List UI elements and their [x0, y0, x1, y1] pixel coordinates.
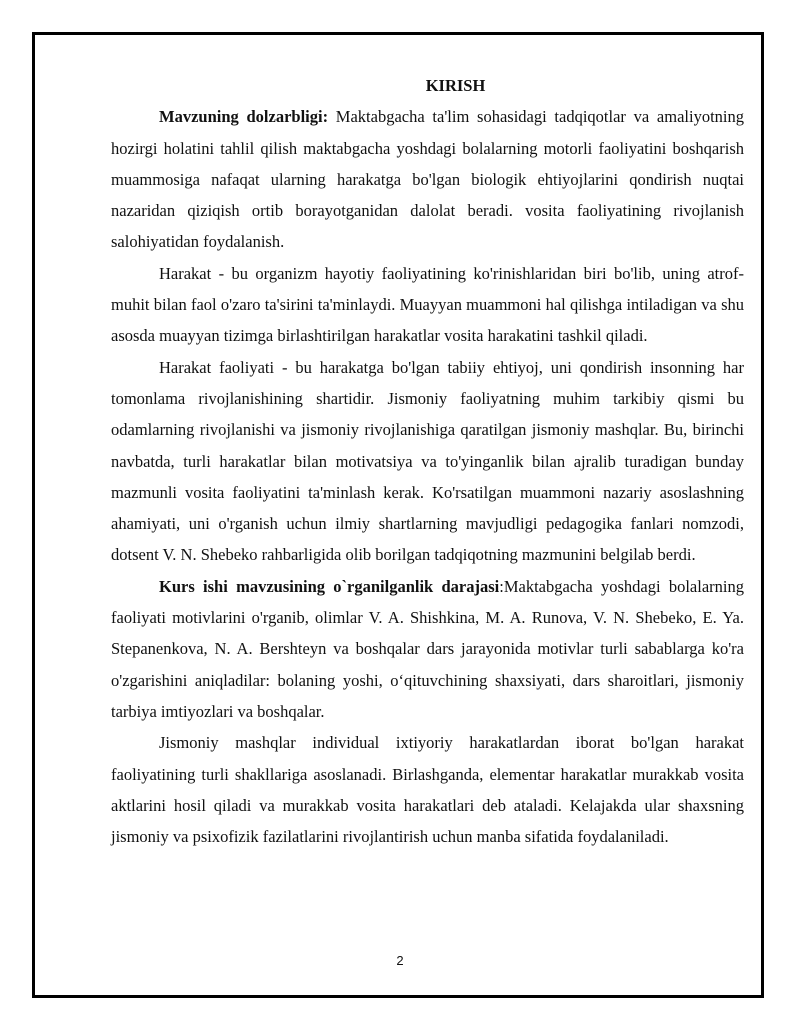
- paragraph-exercises: [111, 727, 744, 852]
- page-number: 2: [396, 953, 404, 968]
- document-body: [111, 70, 744, 852]
- paragraph-relevance: [111, 101, 744, 257]
- document-title: KIRISH: [425, 76, 486, 95]
- paragraph-text: Harakat faoliyati - bu harakatga bo'lgan tabiiy ehtiyoj, uni qondirish insonning har tomonlama rivojlanishining shartidir. Jismoniy faoliyatning muhim tarkibiy qismi bu odamlarning rivojlanishi va jismoniy rivojlanishiga qaratilgan jismoniy mashqlar. Bu, birinchi navbatda, turli harakatlar bilan motivatsiya va to'yinganlik bilan ajralib turadigan bunday mazmunli vosita faoliyatini ta'minlash kerak. Ko'rsatilgan muammoni nazariy asoslashning ahamiyati, uni o'rganish uchun ilmiy shartlarning mavjudligi pedagogika fanlari nomzodi, dotsent V. N. Shebeko rahbarligida olib borilgan tadqiqotning mazmunini belgilab berdi.: [111, 357, 744, 565]
- paragraph-movement: [111, 258, 744, 352]
- paragraph-motor-activity: [111, 352, 744, 571]
- paragraph-lead: Mavzuning dolzarbligi:: [159, 107, 329, 127]
- paragraph-text: Maktabgacha ta'lim sohasidagi tadqiqotlar va amaliyotning hozirgi holatini tahlil qilish maktabgacha yoshdagi bolalarning motorli faoliyatini boshqarish muammosiga nafaqat ularning harakatga bo'lgan biologik ehtiyojlarini qondirish nuqtai nazaridan qiziqish ortib borayotganidan dalolat beradi. vosita faoliyatining rivojlanish salohiyatidan foydalanish.: [111, 107, 744, 252]
- paragraph-lead: Kurs ishi mavzusining o`rganilganlik darajasi: [159, 576, 500, 596]
- paragraph-text: :Maktabgacha yoshdagi bolalarning faoliyati motivlarini o'rganib, olimlar V. A. Shishkina, M. A. Runova, V. N. Shebeko, E. Ya. Stepanenkova, N. A. Bershteyn va boshqalar dars jarayonida motivlar turli sabablarga ko'ra o'zgarishini aniqladilar: bolaning yoshi, o‘qituvchining shaxsiyati, dars sharoitlari, jismoniy tarbiya imtiyozlari va boshqalar.: [111, 576, 744, 721]
- paragraph-text: Harakat - bu organizm hayotiy faoliyatining ko'rinishlaridan biri bo'lib, uning atrof-muhit bilan faol o'zaro ta'sirini ta'minlaydi. Muayyan muammoni hal qilishga intiladigan va shu asosda muayyan tizimga birlashtirilgan harakatlar vosita harakatini tashkil qiladi.: [111, 263, 744, 346]
- paragraph-study-level: [111, 571, 744, 727]
- paragraph-text: Jismoniy mashqlar individual ixtiyoriy harakatlardan iborat bo'lgan harakat faoliyatining turli shakllariga asoslanadi. Birlashganda, elementar harakatlar murakkab vosita aktlarini hosil qiladi va murakkab vosita harakatlari deb ataladi. Kelajakda ular shaxsning jismoniy va psixofizik fazilatlarini rivojlantirish uchun manba sifatida foydalaniladi.: [111, 733, 744, 847]
